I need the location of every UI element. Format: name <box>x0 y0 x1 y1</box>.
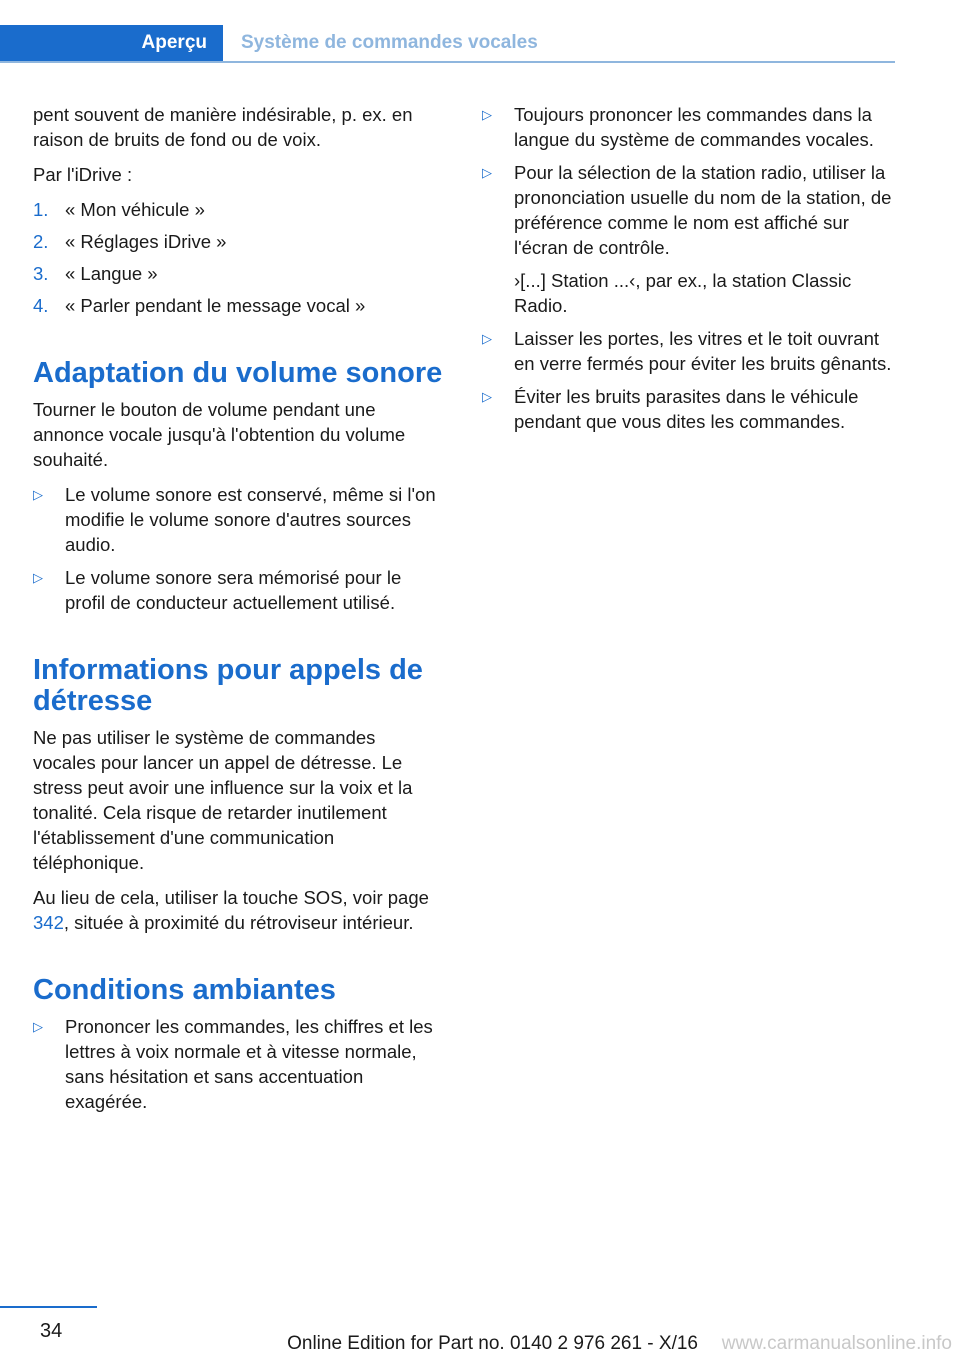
bullet-content <box>514 160 894 318</box>
list-item <box>33 197 443 222</box>
edition-text: Online Edition for Part no. 0140 2 976 261 - X/16 <box>287 1333 698 1354</box>
intro-paragraph: pent souvent de manière indésirable, p. ex. en raison de bruits de fond ou de voix. <box>33 104 413 150</box>
emergency-heading: Informations pour appels de détresse <box>33 654 423 717</box>
step-number: 3. <box>33 263 49 284</box>
watermark-text: www.carmanualsonline.info <box>721 1333 952 1354</box>
bullet-text: Le volume sonore sera mémorisé pour le profil de conducteur actuellement utilisé. <box>65 567 402 613</box>
step-text: « Mon véhicule » <box>65 199 205 220</box>
volume-bullet-list <box>33 482 443 615</box>
list-item <box>482 384 894 434</box>
list-item <box>482 326 894 376</box>
emergency-paragraph: Ne pas utiliser le système de commandes vocales pour lancer un appel de détresse. Le stress peut avoir une influence sur la voix et la tonalité. Cela risque de retarder inutilement l'établissement d'une communication téléphonique. <box>33 727 413 873</box>
bullet-text: Pour la sélection de la station radio, utiliser la prononciation usuelle du nom de la station, de préférence comme le nom est affiché sur l'écran de contrôle. <box>514 162 892 258</box>
step-text: « Réglages iDrive » <box>65 231 227 252</box>
triangle-bullet-icon: ▷ <box>482 331 492 346</box>
list-item <box>33 229 443 254</box>
step-number: 2. <box>33 231 49 252</box>
triangle-bullet-icon: ▷ <box>482 389 492 404</box>
bullet-text: Le volume sonore est conservé, même si l'on modifie le volume sonore d'autres sources audio. <box>65 484 436 555</box>
triangle-bullet-icon: ▷ <box>482 107 492 122</box>
left-column <box>33 102 443 1126</box>
list-item <box>33 482 443 557</box>
list-item <box>33 261 443 286</box>
list-item <box>482 160 894 318</box>
bullet-text: Éviter les bruits parasites dans le véhicule pendant que vous dites les commandes. <box>514 386 859 432</box>
ambient-bullet-list <box>33 1014 443 1114</box>
list-item <box>33 1014 443 1114</box>
page-header <box>0 25 895 63</box>
volume-paragraph: Tourner le bouton de volume pendant une annonce vocale jusqu'à l'obtention du volume souhaité. <box>33 399 406 470</box>
right-column <box>482 102 894 446</box>
triangle-bullet-icon: ▷ <box>33 487 43 502</box>
page-reference-link[interactable]: 342 <box>33 912 64 933</box>
ambient-bullet-list-continued <box>482 102 894 434</box>
bullet-text: Laisser les portes, les vitres et le toit ouvrant en verre fermés pour éviter les bruits gênants. <box>514 328 892 374</box>
idrive-steps-list <box>33 197 443 318</box>
sos-text-after: , située à proximité du rétroviseur intérieur. <box>63 912 414 933</box>
volume-heading: Adaptation du volume sonore <box>33 357 443 389</box>
bullet-text: Prononcer les commandes, les chiffres et les lettres à voix normale et à vitesse normale, sans hésitation et sans accentuation exagérée. <box>65 1016 433 1112</box>
list-item <box>33 565 443 615</box>
triangle-bullet-icon: ▷ <box>33 570 43 585</box>
bullet-example: ›[...] Station ...‹, par ex., la station Classic Radio. <box>514 270 852 316</box>
step-number: 4. <box>33 295 49 316</box>
triangle-bullet-icon: ▷ <box>482 165 492 180</box>
footer-rule <box>0 1306 97 1308</box>
step-text: « Langue » <box>65 263 158 284</box>
step-number: 1. <box>33 199 49 220</box>
list-item <box>33 293 443 318</box>
idrive-label: Par l'iDrive : <box>33 164 133 185</box>
step-text: « Parler pendant le message vocal » <box>65 295 366 316</box>
triangle-bullet-icon: ▷ <box>33 1019 43 1034</box>
sos-text-before: Au lieu de cela, utiliser la touche SOS, voir page <box>33 887 429 908</box>
page-number: 34 <box>40 1320 63 1342</box>
sos-paragraph <box>33 885 443 935</box>
ambient-heading: Conditions ambiantes <box>33 974 336 1006</box>
bullet-text: Toujours prononcer les commandes dans la langue du système de commandes vocales. <box>514 104 874 150</box>
list-item <box>482 102 894 152</box>
header-tab-overview[interactable]: Aperçu <box>0 25 223 61</box>
header-section-title[interactable]: Système de commandes vocales <box>241 32 538 53</box>
